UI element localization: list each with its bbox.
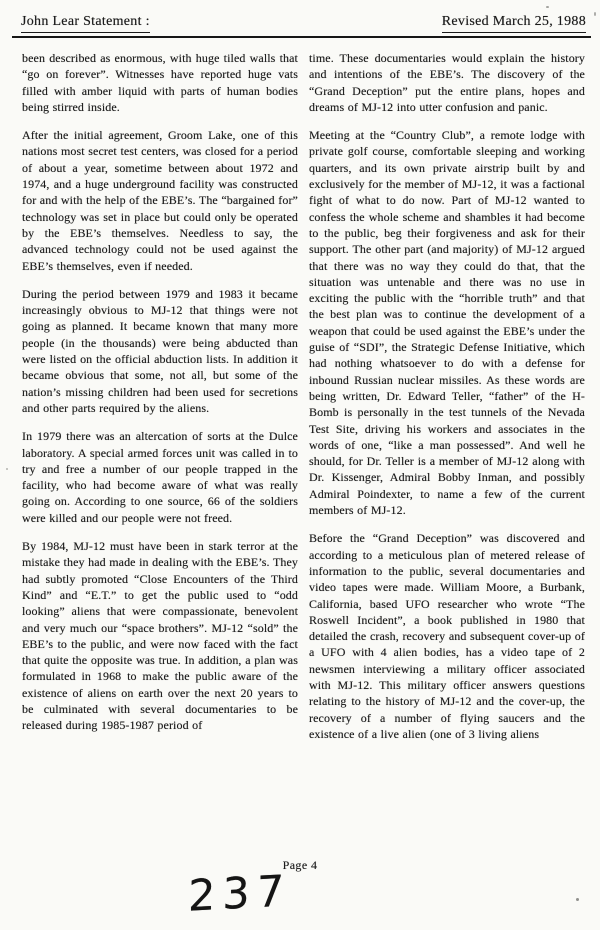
paragraph: By 1984, MJ-12 must have been in stark terror at the mistake they had made in dealing with the EBE’s. They had subtly promoted “Close Encounters of the Third Kind” and “E.T.” to get the public used to “odd looking” aliens that were compassionate, benevolent and very much our “space brothers”. MJ-12 “sold” the EBE’s to the public, and were now faced with the fact that quite the opposite was true. In addition, a plan was formulated in 1968 to make the public aware of the existence of aliens on earth over the next 20 years to be culminated with several documentaries to be released during 1985-1987 period of [22, 539, 298, 733]
page-header [12, 14, 591, 38]
paragraph: After the initial agreement, Groom Lake, one of this nations most secret test centers, was closed for a period of about a year, sometime between about 1972 and 1974, and a huge underground facility was constructed for and with the help of the EBE’s. The “bargained for” technology was set in place but could only be operated by the EBE’s themselves. Needless to say, the advanced technology could not be used against the EBE’s themselves, even if needed. [22, 128, 298, 273]
left-column [22, 50, 298, 852]
right-column [309, 50, 585, 852]
scan-artifact-dot [594, 12, 596, 16]
document-body [22, 50, 585, 852]
paragraph: Before the “Grand Deception” was discovered and according to a meticulous plan of metered release of information to the public, several documentaries and video tapes were made. William Moore, a Burbank, California, based UFO researcher who wrote “The Roswell Incident”, a book published in 1980 that detailed the crash, recovery and subsequent cover-up of a UFO with 4 alien bodies, has a video tape of 2 newsmen interviewing a military officer associated with MJ-12. This military officer answers questions relating to the history of MJ-12 and the cover-up, the recovery of a number of flying saucers and the existence of a live alien (one of 3 living aliens [309, 531, 585, 741]
document-title: John Lear Statement : [21, 14, 150, 33]
handwritten-page-number: 237 [187, 866, 292, 922]
page-number-label: Page 4 [282, 858, 318, 872]
paragraph: been described as enormous, with huge tiled walls that “go on forever”. Witnesses have reported huge vats filled with amber liquid with parts of human bodies being stirred inside. [22, 51, 298, 114]
paragraph: Meeting at the “Country Club”, a remote lodge with private golf course, comfortable sleeping and working quarters, and its own private airstrip built by and exclusively for the member of MJ-12, it was a factional fight of what to do now. Part of MJ-12 wanted to confess the whole scheme and shambles it had become to the public, beg their forgiveness and ask for their support. The other part (and majority) of MJ-12 argued that there was no way they could do that, that the situation was untenable and there was no use in exciting the public with the “horrible truth” and that the best plan was to continue the development of a weapon that could be used against the EBE’s under the guise of “SDI”, the Strategic Defense Initiative, which had nothing whatsoever to do with a defense for inbound Russian nuclear missiles. As these words are being written, Dr. Edward Teller, “father” of the H-Bomb is personally in the test tunnels of the Nevada Test Site, driving his workers and associates in the words of one, “like a man possessed”. And well he should, for Dr. Teller is a member of MJ-12 along with Dr. Kissenger, Admiral Bobby Inman, and possibly Admiral Poindexter, to name a few of the current members of MJ-12. [309, 128, 585, 518]
revision-date: Revised March 25, 1988 [442, 14, 586, 33]
paragraph: In 1979 there was an altercation of sorts at the Dulce laboratory. A special armed forces unit was called in to try and free a number of our people trapped in the facility, who had become aware of what was really going on. According to one source, 66 of the soldiers were killed and our people were not freed. [22, 429, 298, 525]
scan-artifact-dot [576, 898, 579, 901]
paragraph: During the period between 1979 and 1983 it became increasingly obvious to MJ-12 that things were not going as planned. It became known that many more people (in the thousands) were being abducted than were listed on the official abduction lists. In addition it became obvious that some, not all, but some of the nation’s missing children had been used for secretions and other parts required by the aliens. [22, 286, 298, 415]
scan-artifact-dot [546, 6, 549, 8]
paragraph: time. These documentaries would explain the history and intentions of the EBE’s. The discovery of the “Grand Deception” put the entire plans, hopes and dreams of MJ-12 into utter confusion and panic. [309, 51, 585, 114]
page-footer [0, 858, 600, 873]
scan-artifact-dot [6, 468, 8, 470]
